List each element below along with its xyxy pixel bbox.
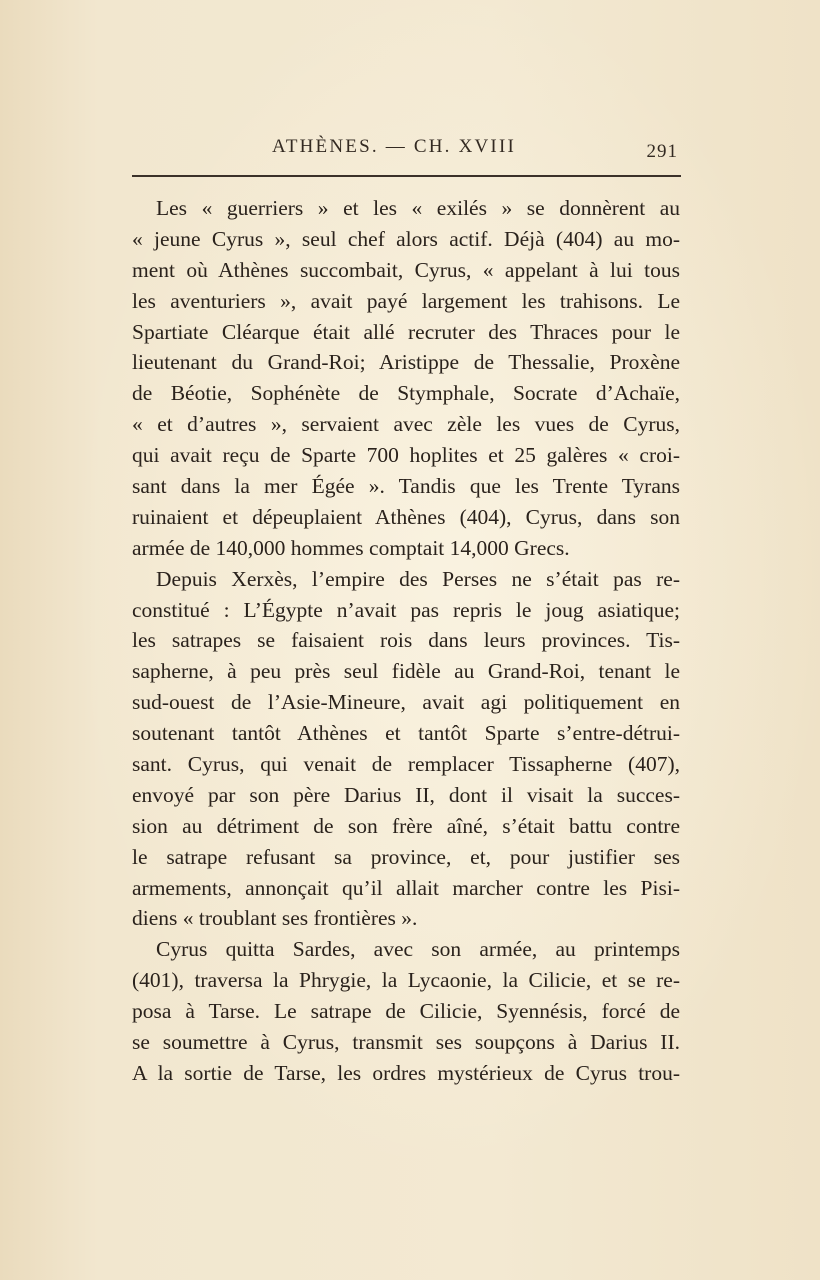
body-text <box>132 193 680 1089</box>
text-line: sant dans la mer Égée ». Tandis que les Trente Tyrans <box>132 474 680 499</box>
text-line: « et d’autres », servaient avec zèle les vues de Cyrus, <box>132 412 680 437</box>
text-line: diens « troublant ses frontières ». <box>132 906 418 931</box>
text-line: soutenant tantôt Athènes et tantôt Sparte s’entre-détrui- <box>132 721 680 746</box>
running-head: ATHÈNES. — CH. XVIII <box>272 136 517 157</box>
text-line: Les « guerriers » et les « exilés » se donnèrent au <box>156 196 680 220</box>
text-line: qui avait reçu de Sparte 700 hoplites et 25 galères « croi- <box>132 443 680 468</box>
text-line: se soumettre à Cyrus, transmit ses soupçons à Darius II. <box>132 1030 680 1055</box>
text-line: les aventuriers », avait payé largement les trahisons. Le <box>132 288 680 313</box>
text-line: « jeune Cyrus », seul chef alors actif. Déjà (404) au mo- <box>132 226 680 251</box>
text-line: posa à Tarse. Le satrape de Cilicie, Syennésis, forcé de <box>132 999 680 1024</box>
text-line: de Béotie, Sophénète de Stymphale, Socrate d’Achaïe, <box>132 381 680 406</box>
paragraph <box>132 934 680 1088</box>
text-line: sud-ouest de l’Asie-Mineure, avait agi politiquement en <box>132 690 680 715</box>
text-line: sant. Cyrus, qui venait de remplacer Tissapherne (407), <box>132 752 680 777</box>
text-line: lieutenant du Grand-Roi; Aristippe de Thessalie, Proxène <box>132 350 680 375</box>
header-rule <box>132 175 681 177</box>
paragraph <box>132 193 680 564</box>
text-line: envoyé par son père Darius II, dont il visait la succes- <box>132 782 680 807</box>
text-line: Spartiate Cléarque était allé recruter des Thraces pour le <box>132 319 680 344</box>
text-line: ruinaient et dépeuplaient Athènes (404), Cyrus, dans son <box>132 504 680 529</box>
text-line: A la sortie de Tarse, les ordres mystérieux de Cyrus trou- <box>132 1060 680 1085</box>
text-line: sapherne, à peu près seul fidèle au Grand-Roi, tenant le <box>132 659 680 684</box>
paragraph <box>132 564 680 935</box>
text-line: Depuis Xerxès, l’empire des Perses ne s’était pas re- <box>156 566 680 591</box>
text-line: Cyrus quitta Sardes, avec son armée, au printemps <box>156 937 680 962</box>
text-line: le satrape refusant sa province, et, pour justifier ses <box>132 844 680 869</box>
text-line: armée de 140,000 hommes comptait 14,000 Grecs. <box>132 535 570 560</box>
text-line: ment où Athènes succombait, Cyrus, « appelant à lui tous <box>132 257 680 282</box>
text-line: sion au détriment de son frère aîné, s’était battu contre <box>132 813 680 838</box>
text-line: armements, annonçait qu’il allait marcher contre les Pisi- <box>132 875 680 900</box>
text-line: constitué : L’Égypte n’avait pas repris le joug asiatique; <box>132 597 680 622</box>
page-header <box>132 136 680 166</box>
page-number: 291 <box>646 141 678 162</box>
text-line: (401), traversa la Phrygie, la Lycaonie, la Cilicie, et se re- <box>132 968 680 993</box>
text-line: les satrapes se faisaient rois dans leurs provinces. Tis- <box>132 628 680 653</box>
